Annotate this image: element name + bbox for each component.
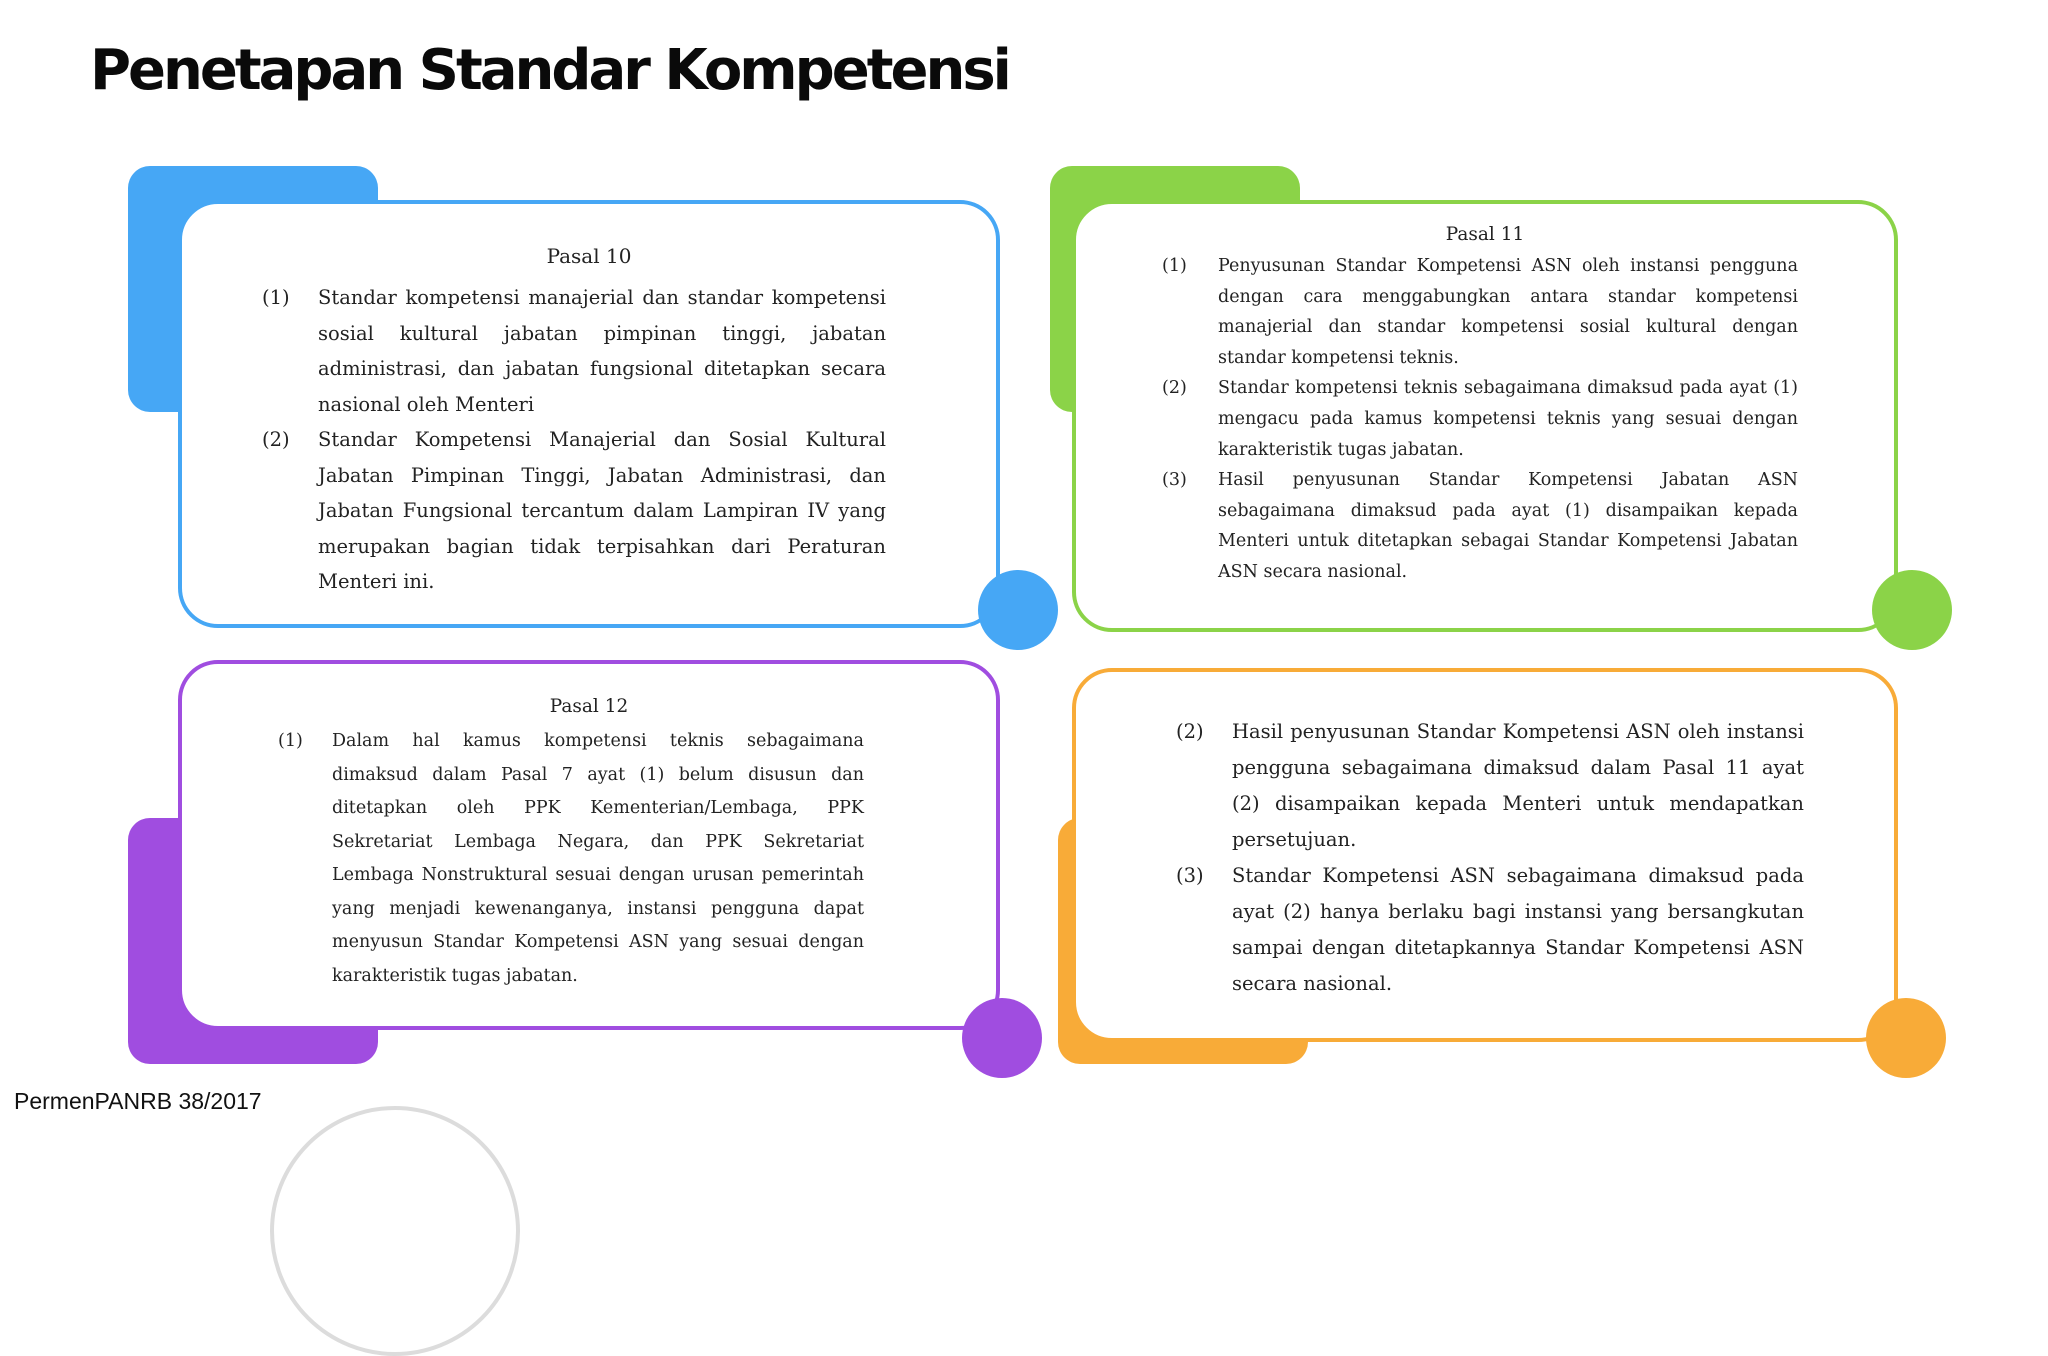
decorative-arc — [270, 1106, 520, 1356]
clause-number: (1) — [262, 286, 290, 309]
clause-text: Hasil penyusunan Standar Kompetensi ASN oleh instansi pengguna sebagaimana dimaksud dalam Pasal 11 ayat (2) disampaikan kepada Menteri untuk mendapatkan persetujuan. — [1232, 720, 1804, 851]
source-citation: PermenPANRB 38/2017 — [14, 1088, 262, 1114]
clause-item — [1162, 251, 1798, 373]
card-pasal-10 — [178, 200, 1000, 628]
clause-number: (3) — [1176, 864, 1204, 887]
clause-item — [262, 422, 886, 600]
clause-item — [262, 280, 886, 422]
card-corner-dot-purple — [962, 998, 1042, 1078]
card-corner-dot-blue — [978, 570, 1058, 650]
card-pasal-11 — [1072, 200, 1898, 632]
clause-list — [1176, 714, 1804, 1002]
clause-number: (2) — [1176, 720, 1204, 743]
clause-text: Standar Kompetensi ASN sebagaimana dimaksud pada ayat (2) hanya berlaku bagi instansi yang bersangkutan sampai dengan ditetapkannya Standar Kompetensi ASN secara nasional. — [1232, 864, 1804, 995]
card-title: Pasal 12 — [549, 696, 629, 717]
clause-number: (2) — [1162, 378, 1187, 399]
clause-list — [1162, 251, 1798, 588]
clause-item — [1162, 465, 1798, 587]
card-pasal-12 — [178, 660, 1000, 1030]
page-title: Penetapan Standar Kompetensi — [90, 38, 1009, 103]
card-title: Pasal 10 — [546, 244, 632, 268]
clause-list — [262, 280, 886, 600]
clause-text: Hasil penyusunan Standar Kompetensi Jabatan ASN sebagaimana dimaksud pada ayat (1) disampaikan kepada Menteri untuk ditetapkan sebagai Standar Kompetensi Jabatan ASN secara nasional. — [1218, 470, 1798, 582]
clause-text: Standar Kompetensi Manajerial dan Sosial Kultural Jabatan Pimpinan Tinggi, Jabatan Administrasi, dan Jabatan Fungsional tercantum dalam Lampiran IV yang merupakan bagian tidak terpisahkan dari Peraturan Menteri ini. — [318, 428, 886, 593]
clause-text: Standar kompetensi manajerial dan standar kompetensi sosial kultural jabatan pimpinan tinggi, jabatan administrasi, dan jabatan fungsional ditetapkan secara nasional oleh Menteri — [318, 286, 886, 416]
clause-number: (2) — [262, 428, 290, 451]
clause-item — [1176, 714, 1804, 858]
clause-number: (1) — [1162, 256, 1187, 276]
card-corner-dot-orange — [1866, 998, 1946, 1078]
clause-text: Standar kompetensi teknis sebagaimana dimaksud pada ayat (1) mengacu pada kamus kompetensi teknis yang sesuai dengan karakteristik tugas jabatan. — [1218, 378, 1798, 460]
clause-item — [278, 725, 864, 993]
clause-text: Penyusunan Standar Kompetensi ASN oleh instansi pengguna dengan cara menggabungkan antara standar kompetensi manajerial dan standar kompetensi sosial kultural dengan standar kompetensi teknis. — [1218, 256, 1798, 368]
clause-number: (1) — [278, 731, 303, 751]
card-title: Pasal 11 — [1445, 224, 1525, 245]
card-corner-dot-green — [1872, 570, 1952, 650]
clause-list — [278, 725, 864, 993]
clause-number: (3) — [1162, 470, 1187, 491]
clause-text: Dalam hal kamus kompetensi teknis sebagaimana dimaksud dalam Pasal 7 ayat (1) belum disusun dan ditetapkan oleh PPK Kementerian/Lembaga, PPK Sekretariat Lembaga Negara, dan PPK Sekretariat Lembaga Nonstruktural sesuai dengan urusan pemerintah yang menjadi kewenanganya, instansi pengguna dapat menyusun Standar Kompetensi ASN yang sesuai dengan karakteristik tugas jabatan. — [332, 731, 864, 986]
clause-item — [1162, 373, 1798, 465]
clause-item — [1176, 858, 1804, 1002]
card-pasal-12-continued — [1072, 668, 1898, 1042]
